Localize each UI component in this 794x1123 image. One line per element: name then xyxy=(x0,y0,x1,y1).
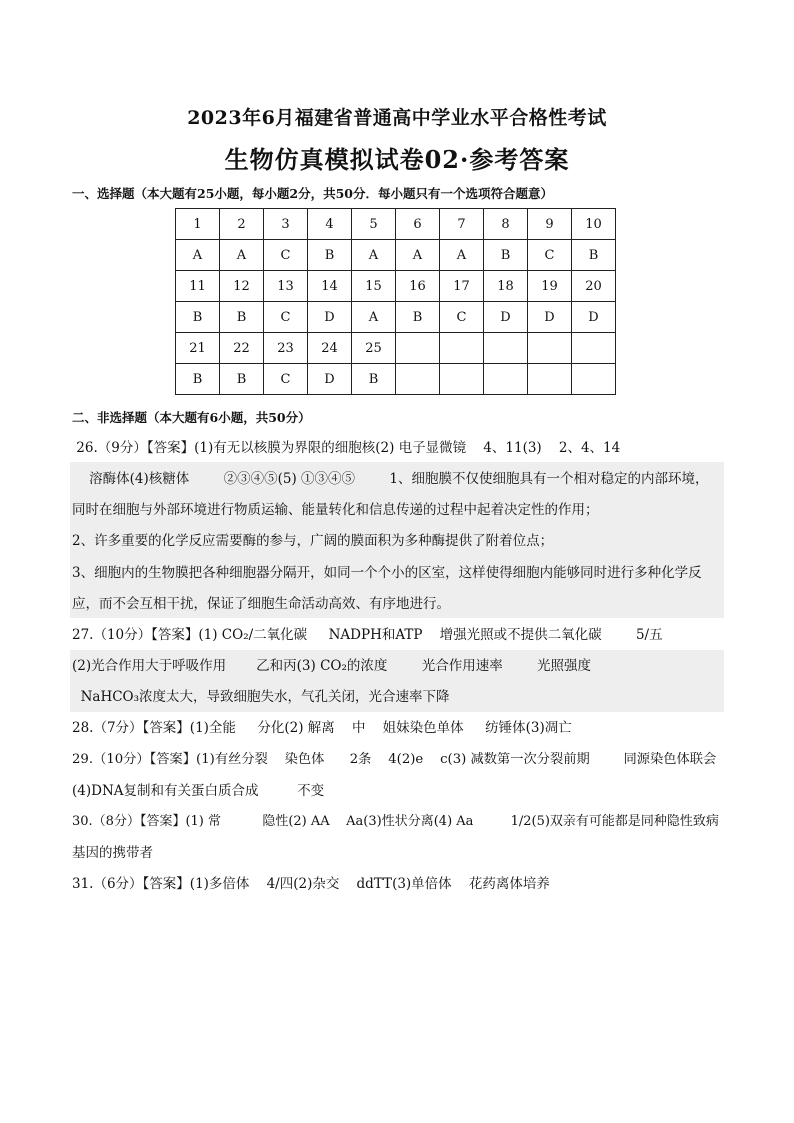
answer-31-line: 31.（6分）【答案】(1)多倍体 4/四(2)杂交 ddTT(3)单倍体 花药离体培养 xyxy=(72,876,550,892)
table-cell: B xyxy=(396,302,440,333)
table-cell: D xyxy=(484,302,528,333)
table-cell: 15 xyxy=(352,271,396,302)
table-cell xyxy=(572,364,616,395)
table-cell xyxy=(572,333,616,364)
table-cell: 11 xyxy=(176,271,220,302)
table-cell xyxy=(528,364,572,395)
answer-26-line-1: 26.（9分）【答案】(1)有无以核膜为界限的细胞核(2) 电子显微镜 4、11(3) 2、4、14 xyxy=(72,440,621,456)
table-cell: 10 xyxy=(572,209,616,240)
table-cell xyxy=(484,364,528,395)
table-cell: 19 xyxy=(528,271,572,302)
section-2-heading: 二、非选择题（本大题有6小题，共50分） xyxy=(72,410,311,425)
table-cell xyxy=(440,333,484,364)
table-cell: 5 xyxy=(352,209,396,240)
table-cell: B xyxy=(352,364,396,395)
answer-table xyxy=(175,208,616,395)
table-cell xyxy=(396,333,440,364)
answer-29-line-2: (4)DNA复制和有关蛋白质合成 不变 xyxy=(72,783,325,799)
table-row xyxy=(176,302,616,333)
table-cell: 18 xyxy=(484,271,528,302)
section-1-heading: 一、选择题（本大题有25小题，每小题2分，共50分．每小题只有一个选项符合题意） xyxy=(72,186,553,201)
table-cell: D xyxy=(308,364,352,395)
answer-26-line-3: 同时在细胞与外部环境进行物质运输、能量转化和信息传递的过程中起着决定性的作用； xyxy=(72,502,599,518)
answer-29-line-1: 29.（10分）【答案】(1)有丝分裂 染色体 2条 4(2)e c(3) 减数第一次分裂前期 同源染色体联会 xyxy=(72,752,717,767)
table-row xyxy=(176,209,616,240)
table-cell xyxy=(440,364,484,395)
table-cell xyxy=(528,333,572,364)
table-cell: C xyxy=(264,364,308,395)
table-cell: 6 xyxy=(396,209,440,240)
answer-26-line-2: 溶酶体(4)核糖体 ②③④⑤(5) ①③④⑤ 1、细胞膜不仅使细胞具有一个相对稳定的内部环境， xyxy=(72,471,709,487)
answer-28-line: 28.（7分）【答案】(1)全能 分化(2) 解离 中 姐妹染色单体 纺锤体(3)凋亡 xyxy=(72,720,572,736)
table-cell: C xyxy=(440,302,484,333)
table-cell: 23 xyxy=(264,333,308,364)
table-cell: B xyxy=(220,302,264,333)
table-cell: 21 xyxy=(176,333,220,364)
answer-27-line-3: NaHCO₃浓度太大，导致细胞失水，气孔关闭，光合速率下降 xyxy=(72,689,450,705)
table-cell: 25 xyxy=(352,333,396,364)
table-cell: 9 xyxy=(528,209,572,240)
answer-30-line-1: 30.（8分）【答案】(1) 常 隐性(2) AA Aa(3)性状分离(4) Aa 1/2(5)双亲有可能都是同种隐性致病 xyxy=(72,814,719,829)
table-cell: 8 xyxy=(484,209,528,240)
table-cell: A xyxy=(352,240,396,271)
table-cell: B xyxy=(176,364,220,395)
table-cell: D xyxy=(528,302,572,333)
table-cell: 14 xyxy=(308,271,352,302)
table-cell xyxy=(484,333,528,364)
table-cell: 1 xyxy=(176,209,220,240)
table-cell: 16 xyxy=(396,271,440,302)
table-cell: 17 xyxy=(440,271,484,302)
table-cell: B xyxy=(176,302,220,333)
table-row xyxy=(176,364,616,395)
table-cell: C xyxy=(264,240,308,271)
table-cell: B xyxy=(308,240,352,271)
answer-30-line-2: 基因的携带者 xyxy=(72,845,153,861)
table-cell: A xyxy=(176,240,220,271)
table-cell: A xyxy=(440,240,484,271)
table-cell: C xyxy=(264,302,308,333)
answer-26-line-4: 2、许多重要的化学反应需要酶的参与，广阔的膜面积为多种酶提供了附着位点； xyxy=(72,533,554,549)
table-cell: 22 xyxy=(220,333,264,364)
table-cell: A xyxy=(352,302,396,333)
table-cell: B xyxy=(484,240,528,271)
table-cell: C xyxy=(528,240,572,271)
table-cell: 13 xyxy=(264,271,308,302)
answer-27-line-1: 27.（10分）【答案】(1) CO₂/二氧化碳 NADPH和ATP 增强光照或不提供二氧化碳 5/五 xyxy=(72,627,663,643)
table-row xyxy=(176,271,616,302)
table-cell: 2 xyxy=(220,209,264,240)
table-cell: B xyxy=(220,364,264,395)
answer-27-line-2: (2)光合作用大于呼吸作用 乙和丙(3) CO₂的浓度 光合作用速率 光照强度 xyxy=(72,658,592,674)
table-row xyxy=(176,240,616,271)
table-cell: 4 xyxy=(308,209,352,240)
answer-26-line-5: 3、细胞内的生物膜把各种细胞器分隔开，如同一个个小的区室，这样使得细胞内能够同时进行多种化学反 xyxy=(72,565,702,581)
table-cell: 20 xyxy=(572,271,616,302)
table-cell xyxy=(396,364,440,395)
table-cell: 12 xyxy=(220,271,264,302)
table-cell: 7 xyxy=(440,209,484,240)
table-cell: 3 xyxy=(264,209,308,240)
table-cell: D xyxy=(572,302,616,333)
table-cell: A xyxy=(396,240,440,271)
table-cell: D xyxy=(308,302,352,333)
table-cell: A xyxy=(220,240,264,271)
document-title: 2023年6月福建省普通高中学业水平合格性考试 xyxy=(187,107,607,129)
table-cell: 24 xyxy=(308,333,352,364)
answer-26-line-6: 应，而不会互相干扰，保证了细胞生命活动高效、有序地进行。 xyxy=(72,596,450,612)
table-cell: B xyxy=(572,240,616,271)
document-subtitle: 生物仿真模拟试卷02·参考答案 xyxy=(224,145,570,174)
table-row xyxy=(176,333,616,364)
